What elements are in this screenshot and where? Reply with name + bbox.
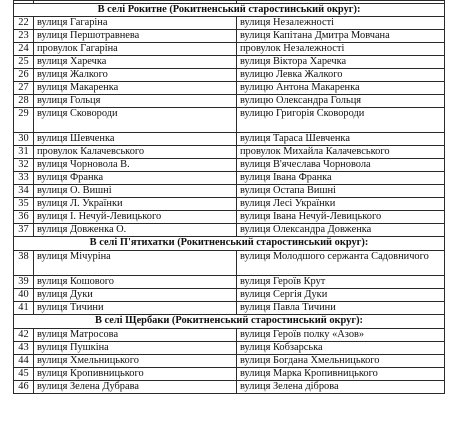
old-street-name: вулиця Гагаріна: [34, 17, 237, 30]
old-street-name: вулиця Л. Українки: [34, 198, 237, 211]
old-street-name: вулиця Макаренка: [34, 82, 237, 95]
old-street-name: провулок Гагаріна: [34, 43, 237, 56]
old-street-name: вулиця І. Нечуй-Левицького: [34, 211, 237, 224]
new-street-name: вулиця Героїв полку «Азов»: [237, 329, 445, 342]
row-number: 26: [14, 69, 34, 82]
new-street-name: вулиця Олександра Довженка: [237, 224, 445, 237]
new-street-name: вулиця Лесі Українки: [237, 198, 445, 211]
row-number: 31: [14, 146, 34, 159]
table-row: [14, 185, 445, 198]
old-street-name: провулок Калачевського: [34, 146, 237, 159]
old-street-name: вулиця Чорновола В.: [34, 159, 237, 172]
old-street-name: вулиця Кропивницького: [34, 368, 237, 381]
row-number: 39: [14, 276, 34, 289]
new-street-name: вулиця Сергія Дуки: [237, 289, 445, 302]
table-row: [14, 69, 445, 82]
old-street-name: вулиця Кошового: [34, 276, 237, 289]
table-row: [14, 289, 445, 302]
row-number: 44: [14, 355, 34, 368]
new-street-name: провулок Незалежності: [237, 43, 445, 56]
table-row: [14, 82, 445, 95]
old-street-name: вулиця Шевченка: [34, 133, 237, 146]
section-heading-row: [14, 315, 445, 329]
row-number: 38: [14, 251, 34, 276]
row-number: 37: [14, 224, 34, 237]
old-street-name: вулиця Матросова: [34, 329, 237, 342]
new-street-name: вулиця Героїв Крут: [237, 276, 445, 289]
table-row: [14, 329, 445, 342]
section-heading-row: [14, 4, 445, 17]
old-street-name: вулиця Сковороди: [34, 108, 237, 133]
row-number: 41: [14, 302, 34, 315]
table-row: [14, 302, 445, 315]
table-row: [14, 251, 445, 276]
row-number: 30: [14, 133, 34, 146]
new-street-name: провулок Михайла Калачевського: [237, 146, 445, 159]
table-row: [14, 276, 445, 289]
row-number: 33: [14, 172, 34, 185]
new-street-name: вулиця Івана Нечуй-Левицького: [237, 211, 445, 224]
table-row: [14, 159, 445, 172]
new-street-name: вулиця Зелена діброва: [237, 381, 445, 394]
row-number: 42: [14, 329, 34, 342]
old-street-name: вулиця Тичини: [34, 302, 237, 315]
new-street-name: вулиця В'ячеслава Чорновола: [237, 159, 445, 172]
table-row: [14, 30, 445, 43]
new-street-name: вулицю Григорія Сковороди: [237, 108, 445, 133]
table-row: [14, 56, 445, 69]
new-street-name: вулиця Івана Франка: [237, 172, 445, 185]
new-street-name: вулиця Марка Кропивницького: [237, 368, 445, 381]
row-number: 29: [14, 108, 34, 133]
row-number: 27: [14, 82, 34, 95]
row-number: 24: [14, 43, 34, 56]
street-renaming-table: [13, 0, 445, 394]
row-number: 32: [14, 159, 34, 172]
row-number: 34: [14, 185, 34, 198]
new-street-name: вулиця Капітана Дмитра Мовчана: [237, 30, 445, 43]
new-street-name: вулиця Віктора Харечка: [237, 56, 445, 69]
row-number: 40: [14, 289, 34, 302]
row-number: 35: [14, 198, 34, 211]
table-row: [14, 95, 445, 108]
new-street-name: вулиця Богдана Хмельницького: [237, 355, 445, 368]
row-number: 46: [14, 381, 34, 394]
table-row: [14, 133, 445, 146]
table-row: [14, 342, 445, 355]
new-street-name: вулиця Молодшого сержанта Садовничого: [237, 251, 445, 276]
old-street-name: вулиця Зелена Дубрава: [34, 381, 237, 394]
table-row: [14, 198, 445, 211]
row-number: 25: [14, 56, 34, 69]
table-row: [14, 368, 445, 381]
old-street-name: вулиця Харечка: [34, 56, 237, 69]
old-street-name: вулиця Хмельницького: [34, 355, 237, 368]
new-street-name: вулицю Антона Макаренка: [237, 82, 445, 95]
old-street-name: вулиця Жалкого: [34, 69, 237, 82]
row-number: 23: [14, 30, 34, 43]
section-heading: В селі Щербаки (Рокитненський старостинський округ):: [14, 315, 445, 329]
new-street-name: вулиця Кобзарська: [237, 342, 445, 355]
section-heading: В селі П'ятихатки (Рокитненський старостинський округ):: [14, 237, 445, 251]
new-street-name: вулицю Левка Жалкого: [237, 69, 445, 82]
table-row: [14, 355, 445, 368]
new-street-name: вулиця Тараса Шевченка: [237, 133, 445, 146]
table-row: [14, 146, 445, 159]
old-street-name: вулиця Мічуріна: [34, 251, 237, 276]
new-street-name: вулиця Остапа Вишні: [237, 185, 445, 198]
street-renaming-document: [13, 0, 444, 394]
row-number: 22: [14, 17, 34, 30]
table-body: [14, 1, 445, 394]
table-row: [14, 17, 445, 30]
section-heading: В селі Рокитне (Рокитненський старостинський округ):: [14, 4, 445, 17]
old-street-name: вулиця Пушкіна: [34, 342, 237, 355]
row-number: 36: [14, 211, 34, 224]
new-street-name: вулицю Олександра Гольця: [237, 95, 445, 108]
old-street-name: вулиця Першотравнева: [34, 30, 237, 43]
old-street-name: вулиця Довженка О.: [34, 224, 237, 237]
section-heading-row: [14, 237, 445, 251]
new-street-name: вулиця Павла Тичини: [237, 302, 445, 315]
row-number: 28: [14, 95, 34, 108]
table-row: [14, 43, 445, 56]
table-row: [14, 108, 445, 133]
table-row: [14, 381, 445, 394]
row-number: 43: [14, 342, 34, 355]
table-row: [14, 224, 445, 237]
table-row: [14, 211, 445, 224]
old-street-name: вулиця О. Вишні: [34, 185, 237, 198]
table-row: [14, 172, 445, 185]
new-street-name: вулиця Незалежності: [237, 17, 445, 30]
old-street-name: вулиця Франка: [34, 172, 237, 185]
old-street-name: вулиця Дуки: [34, 289, 237, 302]
old-street-name: вулиця Гольця: [34, 95, 237, 108]
row-number: 45: [14, 368, 34, 381]
